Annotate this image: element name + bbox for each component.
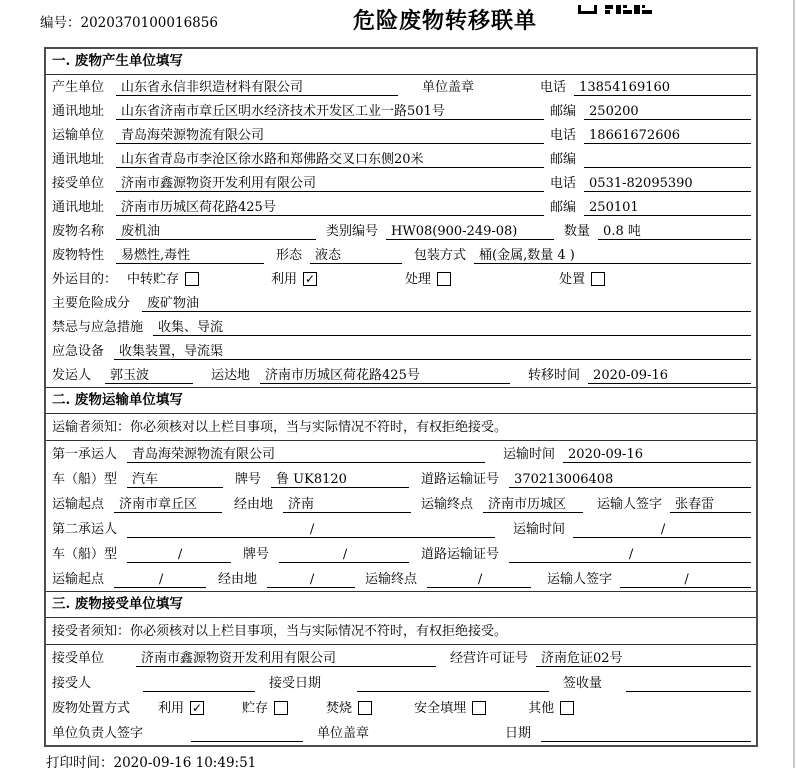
form-row	[46, 75, 756, 99]
field-value: 张春雷	[670, 496, 751, 513]
field-label: 单位盖章	[422, 80, 475, 95]
field-value: 山东省济南市章丘区明水经济技术开发区工业一路501号	[116, 103, 544, 120]
field-label: 电话	[540, 80, 567, 95]
form-row	[46, 99, 756, 123]
section	[46, 387, 756, 591]
field-label: 发运人	[52, 368, 92, 383]
field-value: 济南	[283, 496, 411, 513]
field-value: /	[127, 546, 231, 563]
form-row	[46, 339, 756, 363]
field-label: 车（船）型	[52, 472, 118, 487]
checkbox-field	[158, 700, 204, 717]
field-value: 250101	[584, 199, 751, 216]
checkbox-field	[127, 271, 199, 288]
form-row	[46, 491, 756, 516]
field-label: 经营许可证号	[450, 651, 529, 666]
serial-label: 编号：	[40, 15, 81, 31]
field-label: 运达地	[211, 368, 251, 383]
field-value: 18661672606	[584, 127, 751, 144]
form-row	[46, 171, 756, 195]
field-value: 青岛海荣源物流有限公司	[116, 127, 544, 144]
field-label: 运输人签字	[547, 572, 613, 587]
checkbox-field	[528, 700, 574, 717]
form-row	[46, 291, 756, 315]
field-label: 经由地	[218, 572, 258, 587]
field-value: 0531-82095390	[584, 175, 751, 192]
checkbox-field	[414, 700, 486, 717]
section-header: 二. 废物运输单位填写	[46, 388, 756, 414]
field-label: 接受人	[52, 676, 92, 691]
form-row	[46, 466, 756, 491]
field-label: 运输终点	[365, 572, 418, 587]
section-header: 一. 废物产生单位填写	[46, 49, 756, 75]
field-value: 汽车	[127, 471, 223, 488]
field-value: /	[127, 521, 495, 538]
field-label: 形态	[276, 248, 303, 263]
field-value: 济南市鑫源物资开发利用有限公司	[116, 175, 544, 192]
field-label: 单位负责人签字	[52, 726, 144, 741]
field-label: 邮编	[550, 152, 577, 167]
field-label: 第二承运人	[52, 522, 118, 537]
checkbox-field	[405, 271, 451, 288]
form-row	[46, 123, 756, 147]
field-value: 济南市历城区荷花路425号	[260, 367, 510, 384]
checkbox-checked-icon: ✓	[192, 700, 203, 715]
field-value: 山东省永信非织造材料有限公司	[116, 79, 398, 96]
form-row	[46, 645, 756, 670]
checkbox-unchecked-icon	[358, 701, 372, 715]
field-label: 第一承运人	[52, 447, 118, 462]
checkbox-unchecked-icon	[437, 272, 451, 286]
field-label: 电话	[550, 128, 577, 143]
field-label: 禁忌与应急措施	[52, 320, 144, 335]
field-value: /	[620, 571, 751, 588]
note-row: 接受者须知：你必须核对以上栏目事项，当与实际情况不符时，有权拒绝接受。	[46, 618, 756, 645]
checkbox-unchecked-icon	[472, 701, 486, 715]
field-label: 道路运输证号	[421, 472, 500, 487]
form-row	[46, 147, 756, 171]
field-value: 0.8 吨	[598, 223, 751, 240]
checkbox-unchecked-icon	[560, 701, 574, 715]
field-label: 道路运输证号	[421, 547, 500, 562]
field-label: 运输单位	[52, 128, 105, 143]
field-label: 电话	[550, 176, 577, 191]
field-value	[584, 151, 751, 168]
checkbox-field	[559, 271, 605, 288]
field-value: 济南市鑫源物资开发利用有限公司	[136, 650, 436, 667]
field-label: 运输起点	[52, 572, 105, 587]
field-label: 运输时间	[503, 447, 556, 462]
field-value: HW08(900-249-08)	[386, 223, 554, 240]
field-label: 邮编	[550, 200, 577, 215]
field-label: 运输人签字	[597, 497, 663, 512]
field-value: 郭玉波	[105, 367, 193, 384]
field-label: 废物特性	[52, 248, 105, 263]
checkbox-field	[242, 700, 288, 717]
field-value: 13854169160	[574, 79, 751, 96]
field-value: 济南危证02号	[536, 650, 751, 667]
form-row	[46, 441, 756, 466]
checkbox-label: 利用	[271, 272, 298, 287]
field-label: 外运目的：	[52, 272, 118, 287]
checkbox-unchecked-icon	[274, 701, 288, 715]
field-value: 济南市历城区荷花路425号	[116, 199, 544, 216]
field-value: 青岛海荣源物流有限公司	[127, 446, 485, 463]
checkbox-label: 利用	[158, 701, 185, 716]
checkbox-checked-icon: ✓	[305, 271, 316, 286]
field-value	[541, 725, 751, 742]
field-label: 牌号	[243, 547, 270, 562]
checkbox-unchecked-icon	[185, 272, 199, 286]
field-value: /	[573, 521, 751, 538]
field-label: 车（船）型	[52, 547, 118, 562]
checkbox-label: 中转贮存	[127, 272, 180, 287]
checkbox-label: 安全填埋	[414, 701, 467, 716]
field-label: 单位盖章	[317, 726, 370, 741]
field-label: 运输起点	[52, 497, 105, 512]
field-label: 通讯地址	[52, 152, 105, 167]
field-value: 桶(金属,数量 4 )	[474, 247, 751, 264]
field-label: 数量	[564, 224, 591, 239]
field-value: 250200	[584, 103, 751, 120]
form-row	[46, 243, 756, 267]
field-value	[191, 725, 303, 742]
form-row	[46, 695, 756, 720]
checkbox-label: 焚烧	[326, 701, 353, 716]
form-row	[46, 720, 756, 745]
print-time-value: 2020-09-16 10:49:51	[113, 755, 257, 768]
field-value: 收集、导流	[153, 319, 751, 336]
form-row	[46, 195, 756, 219]
form-row	[46, 670, 756, 695]
page-right-edge	[793, 0, 795, 768]
field-value: 废机油	[116, 223, 316, 240]
section	[46, 591, 756, 745]
field-value: 山东省青岛市李沧区徐水路和郑佛路交叉口东侧20米	[116, 151, 544, 168]
field-label: 牌号	[235, 472, 262, 487]
field-value: 2020-09-16	[563, 446, 751, 463]
manifest-table	[44, 47, 758, 747]
field-label: 包装方式	[414, 248, 467, 263]
print-time-label: 打印时间：	[46, 755, 114, 768]
field-label: 转移时间	[528, 368, 581, 383]
field-value: /	[427, 571, 531, 588]
form-row	[46, 219, 756, 243]
checkbox-unchecked-icon	[591, 272, 605, 286]
form-row	[46, 315, 756, 339]
form-row	[46, 566, 756, 591]
field-label: 主要危险成分	[52, 296, 131, 311]
field-value: 鲁 UK8120	[271, 471, 409, 488]
print-time	[46, 751, 256, 768]
field-label: 邮编	[550, 104, 577, 119]
field-label: 接受单位	[52, 651, 105, 666]
field-label: 产生单位	[52, 80, 105, 95]
checkbox-label: 处置	[559, 272, 586, 287]
form-row	[46, 363, 756, 387]
field-value: 废矿物油	[142, 295, 751, 312]
field-value: 液态	[310, 247, 402, 264]
field-label: 日期	[505, 726, 532, 741]
field-label: 废物名称	[52, 224, 105, 239]
field-value: /	[509, 546, 751, 563]
field-label: 通讯地址	[52, 104, 105, 119]
field-label: 类别编号	[326, 224, 379, 239]
checkbox-field	[271, 271, 317, 288]
field-label: 接受单位	[52, 176, 105, 191]
field-value: 济南市章丘区	[114, 496, 222, 513]
checkbox-label: 贮存	[242, 701, 269, 716]
field-label: 通讯地址	[52, 200, 105, 215]
field-value: 易燃性,毒性	[116, 247, 264, 264]
field-value	[357, 675, 549, 692]
field-value: 济南市历城区	[483, 496, 583, 513]
form-row	[46, 516, 756, 541]
field-value	[626, 675, 751, 692]
field-label: 运输时间	[513, 522, 566, 537]
serial-value: 2020370100016856	[80, 15, 218, 31]
form-row	[46, 541, 756, 566]
checkbox-label: 处理	[405, 272, 432, 287]
field-label: 应急设备	[52, 344, 105, 359]
field-value: /	[267, 571, 355, 588]
field-label: 运输终点	[421, 497, 474, 512]
form-row	[46, 267, 756, 291]
field-value: 2020-09-16	[588, 367, 751, 384]
field-label: 经由地	[234, 497, 274, 512]
page-title: 危险废物转移联单	[352, 8, 537, 34]
note-row: 运输者须知：你必须核对以上栏目事项，当与实际情况不符时，有权拒绝接受。	[46, 414, 756, 441]
field-label: 签收量	[563, 676, 603, 691]
checkbox-field	[326, 700, 372, 717]
section	[46, 49, 756, 387]
field-value: 370213006408	[509, 471, 751, 488]
field-label: 废物处置方式	[52, 701, 131, 716]
qr-code-icon	[578, 0, 652, 19]
field-value: /	[114, 571, 206, 588]
field-value	[143, 675, 255, 692]
field-value: /	[279, 546, 409, 563]
field-label: 接受日期	[269, 676, 322, 691]
section-header: 三. 废物接受单位填写	[46, 592, 756, 618]
checkbox-label: 其他	[528, 701, 555, 716]
field-value: 收集装置，导流渠	[114, 343, 751, 360]
